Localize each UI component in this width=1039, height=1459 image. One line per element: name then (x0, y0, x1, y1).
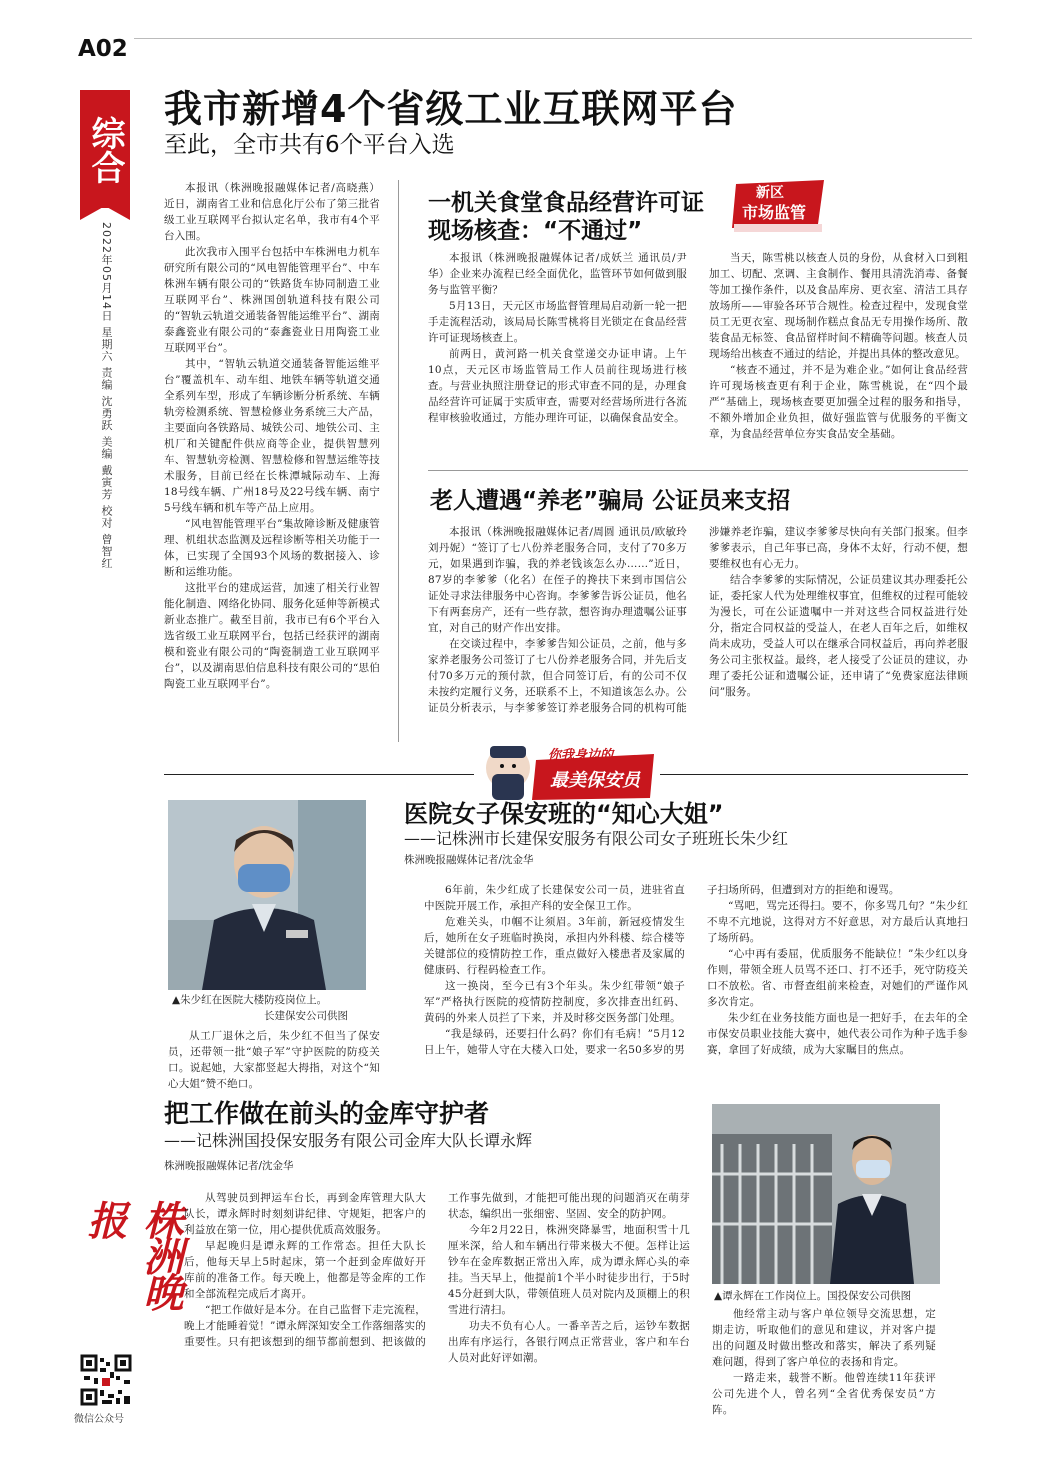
article5-body-right (712, 1306, 936, 1416)
article4-intro (168, 1028, 380, 1092)
section-tag-notch (80, 206, 130, 220)
brand-logo (76, 1200, 184, 1340)
article4-body (424, 882, 968, 1094)
article4-paragraph: 6年前，朱少红成了长建保安公司一员，进驻省直中医院开展工作，承担产科的安全保卫工作。 (424, 884, 685, 912)
article2-paragraph: 本报讯（株洲晚报融媒体记者/成妖兰 通讯员/尹华）企业来办流程已经全面优化，监管环节如何做到服务与监管平衡？ (428, 252, 687, 296)
banner-rule-right (660, 774, 968, 775)
section-divider (428, 470, 968, 471)
article3-paragraph: 在交谈过程中，李爹爹告知公证员，之前，他与多家养老服务公司签订了七八份养老服务合同，并先后支付70多万元的预付款，但合同签订后，有的公司不仅未按约定履行义务，还联系不上，不知道该怎么办。公证员分析表示，与李爹爹签订养老服务合同的机构可能涉嫌养老诈骗，建议李爹爹尽快向有关部门报案。但李爹爹表示，自己年事已高，身体不太好，行动不便，想要维权也有心无力。 (428, 526, 968, 714)
banner-line2: 最美保安员 (550, 770, 640, 791)
article4-headline: 医院女子保安班的“知心大姐” (404, 800, 724, 828)
article2-paragraph: “核查不通过，并不是为难企业。”如何让食品经营许可现场核查更有利于企业，陈雪桃说，在“四个最严”基础上，现场核查要更加强全过程的服务和指导，不额外增加企业负担，做好强监管与优服务的平衡文章，为食品经营单位夯实食品安全基础。 (709, 364, 968, 440)
top-rule (134, 38, 972, 39)
article5-paragraph: 一路走来，载誉不断。他曾连续11年获评公司先进个人，曾名列“全省优秀保安员”方阵。 (712, 1372, 936, 1416)
photo-tan-yonghui (712, 1104, 940, 1284)
article1-paragraph: 本报讯（株洲晚报融媒体记者/高晓燕）近日，湖南省工业和信息化厅公布了第三批省级工业互联网平台拟认定名单，我市有4个平台入围。 (164, 182, 380, 242)
article5-paragraph: 今年2月22日，株洲突降暴雪，地面积雪十几厘米深，给人和车辆出行带来极大不便。怎样让运钞车在金库数据正常出入库，成为谭永辉心头的牵挂。当天早上，他提前1个半小时徒步出行，于5时45分赶到大队，带领值班人员对院内及顶棚上的积雪进行清扫。 (448, 1224, 690, 1316)
article3-paragraph: 本报讯（株洲晚报融媒体记者/周圆 通讯员/欧敏玲 刘丹妮）“签订了七八份养老服务合同，支付了70多万元，如果遇到诈骗，我的养老钱该怎么办……”近日，87岁的李爹爹（化名）在侄子的搀扶下来到市国信公证处寻求法律服务中心咨询。李爹爹告诉公证员，他名下有两套房产，还有一些存款，想咨询办理遗嘱公证事宜，对自己的财产作出安排。 (428, 526, 687, 634)
article5-paragraph: “把工作做好是本分。在自己监督下走完流程，晚上才能睡着觉！”谭永辉深知安全工作落细落实的重要性。只有把该想到的细节都前想到、把该做的工作事先做到，才能把可能出现的问题消灭在萌芽状态，编织出一张细密、坚固、安全的防护网。 (184, 1192, 690, 1348)
article3-paragraph: 结合李爹爹的实际情况，公证员建议其办理委托公证，委托家人代为处理维权事宜，但维权的过程可能较为漫长，可在公证遗嘱中一并对这些合同权益进行处分，指定合同权益的受益人，在老人百年之后，如维权尚未成功，受益人可以在继承合同权益后，再向养老服务公司主张权益。最终，老人接受了公证员的建议，办理了委托公证和遗嘱公证，还申请了“免费家庭法律顾问”服务。 (709, 574, 968, 698)
article4-paragraph: “骂吧，骂完还得扫。要不，你多骂几句？”朱少红不卑不亢地说，这得对方不好意思，对方最后认真地扫了场所码。 (707, 900, 968, 944)
article1-headline: 我市新增4个省级工业互联网平台 (164, 87, 738, 131)
badge-line2: 市场监管 (742, 203, 807, 222)
banner-line1: 你我身边的 (548, 748, 614, 763)
article4-paragraph: “心中再有委屈，优质服务不能缺位！”朱少红以身作则，带领全班人员骂不还口、打不还手，死守防疫关口不放松。省、市督查组前来检查，对她们的严谨作风多次肯定。 (707, 948, 968, 1008)
article5-headline: 把工作做在前头的金库守护者 (164, 1099, 490, 1128)
article5-body (184, 1190, 690, 1390)
article1-subheadline: 至此，全市共有6个平台入选 (164, 132, 455, 158)
qr-code[interactable] (80, 1354, 132, 1406)
photo-caption-tan: ▲谭永辉在工作岗位上。国投保安公司供图 (714, 1290, 912, 1302)
qr-caption: 微信公众号 (74, 1414, 124, 1425)
brand-logo-text: 株洲晚报 (81, 1200, 184, 1308)
article1-paragraph: 其中，“智轨云轨道交通装备智能运维平台”覆盖机车、动车组、地铁车辆等轨道交通全系列车型，形成了车辆诊断分析系统、车辆轨旁检测系统、智慧检修业务系统三大产品，主要面向各铁路局、城铁公司、地铁公司、主机厂和关键配件供应商等企业，提供智慧列车、智慧轨旁检测、智慧检修和智慧运维等技术服务，目前已经在长株潭城际动车、上海18号线车辆、广州18号及22号线车辆、南宁5号线车辆和机车等产品上应用。 (164, 358, 380, 514)
photo-caption-zhu-line1: ▲朱少红在医院大楼防疫岗位上。 (172, 994, 328, 1006)
article1-paragraph: 这批平台的建成运营，加速了相关行业智能化制造、网络化协同、服务化延伸等新模式新业态推广。截至目前，我市已有6个平台入选省级工业互联网平台，包括已经获评的湖南模和瓷业有限公司的“陶瓷制造工业互联网平台”，以及湖南思伯信息科技有限公司的“思伯陶瓷工业互联网平台”。 (164, 582, 380, 690)
article1-paragraph: 此次我市入围平台包括中车株洲电力机车研究所有限公司的“风电智能管理平台”、中车株洲车辆有限公司的“铁路货车协同制造工业互联网平台”、株洲国创轨道科技有限公司的“智轨云轨道交通装备智能运维平台”、湖南泰鑫瓷业有限公司的“泰鑫瓷业日用陶瓷工业互联网平台”。 (164, 246, 380, 354)
article5-paragraph: 他经常主动与客户单位领导交流思想，定期走访，听取他们的意见和建议，并对客户提出的问题及时做出整改和落实，解决了系列疑难问题，得到了客户单位的表扬和肯定。 (712, 1308, 936, 1368)
article4-paragraph: 朱少红在业务技能方面也是一把好手，在去年的全市保安员职业技能大赛中，她代表公司作为种子选手参赛，拿回了好成绩，成为大家瞩目的焦点。 (707, 1012, 968, 1056)
market-supervision-badge (730, 178, 830, 234)
banner-rule-left (164, 774, 474, 775)
article2-paragraph: 当天，陈雪桃以核查人员的身份，从食材入口到粗加工、切配、烹调、主食制作、餐用具清洗消毒、备餐等加工操作条件，以及食品库房、更衣室、清洁工具存放场所——审验各环节合规性。检查过程中，发现食堂员工无更衣室、现场制作糕点食品无专用操作场所、散装食品无标签、食品留样时间不精确等问题。核查人员现场给出核查不通过的结论，并提出具体的整改意见。 (709, 252, 968, 360)
article2-headline-line1: 一机关食堂食品经营许可证 (428, 190, 704, 216)
article4-paragraph: 这一换岗，至今已有3个年头。朱少红带领“娘子军”严格执行医院的疫情防控制度，多次排查出红码、黄码的外来人员拦了下来，并及时移交医务部门处理。 (424, 980, 685, 1024)
article3-body (428, 524, 968, 744)
article5-paragraph: 早起晚归是谭永辉的工作常态。担任大队长后，他每天早上5时起床，第一个赶到金库做好开库前的准备工作。每天晚上，他都是等金库的工作和全部流程完成后才离开。 (184, 1240, 426, 1300)
article2-paragraph: 前两日，黄河路一机关食堂递交办证申请。上午10点，天元区市场监管局工作人员前往现场进行核查。与营业执照注册登记的形式审查不同的是，办理食品经营许可证属于实质审查，需要对经营场所进行各流程审核验收通过，方能办理许可证，以确保食品安全。 (428, 348, 687, 424)
column-divider (398, 180, 399, 742)
article4-paragraph: “我是绿码，还要扫什么码？你们有毛病！”5月12日上午，她带人守在大楼入口处，要求一名50多岁的男子扫场所码，但遭到对方的拒绝和谩骂。 (424, 884, 900, 1056)
article2-body (428, 250, 968, 460)
article2-paragraph: 5月13日，天元区市场监督管理局启动新一轮一把手走流程活动，该局局长陈雪桃将目光锁定在食品经营许可证现场核查上。 (428, 300, 687, 344)
section-tag-label: 综合 (85, 116, 125, 184)
article5-paragraph: 功夫不负有心人。一番辛苦之后，运钞车数据出库有序运行，各银行网点正常营业，客户和车台人员对此好评如潮。 (448, 1320, 690, 1364)
article5-paragraph: 从驾驶员到押运车台长，再到金库管理大队大队长，谭永辉时时刻刻讲纪律、守规矩，把客户的利益放在第一位，用心提供优质高效服务。 (184, 1192, 426, 1236)
section-tag (80, 90, 130, 208)
article4-paragraph: 危难关头，巾帼不让须眉。3年前，新冠疫情发生后，她所在女子班临时换岗，承担内外科楼、综合楼等关键部位的疫情防控工作，重点做好入楼患者及家属的健康码、行程码检查工作。 (424, 916, 685, 976)
article1-paragraph: “风电智能管理平台”集故障诊断及健康管理、机组状态监测及远程诊断等相关功能于一体，已实现了全国93个风场的数据接入、诊断和运维功能。 (164, 518, 380, 578)
article3-headline: 老人遭遇“养老”骗局 公证员来支招 (430, 488, 791, 514)
article4-paragraph: 从工厂退休之后，朱少红不但当了保安员，还带领一批“娘子军”守护医院的防疫关口。说起她，大家都竖起大拇指，对这个“知心大姐”赞不绝口。 (168, 1030, 380, 1090)
badge-line1: 新区 (756, 185, 784, 201)
article1-body (164, 180, 380, 740)
page-number: A02 (78, 36, 128, 62)
photo-zhu-shaohong (168, 800, 366, 990)
date-line: 2022年05月14日 星期六 责编 沈勇跃 美编 戴寅芳 校对 曾智红 (100, 222, 113, 570)
article4-subheadline: ——记株洲市长建保安服务有限公司女子班班长朱少红 (404, 829, 789, 848)
photo-caption-zhu-line2: 长建保安公司供图 (264, 1010, 348, 1022)
article4-byline: 株洲晚报融媒体记者/沈金华 (404, 854, 534, 866)
article5-byline: 株洲晚报融媒体记者/沈金华 (164, 1160, 294, 1172)
article5-subheadline: ——记株洲国投保安服务有限公司金库大队长谭永辉 (164, 1131, 533, 1150)
article2-headline-line2: 现场核查：“不通过” (428, 218, 643, 244)
